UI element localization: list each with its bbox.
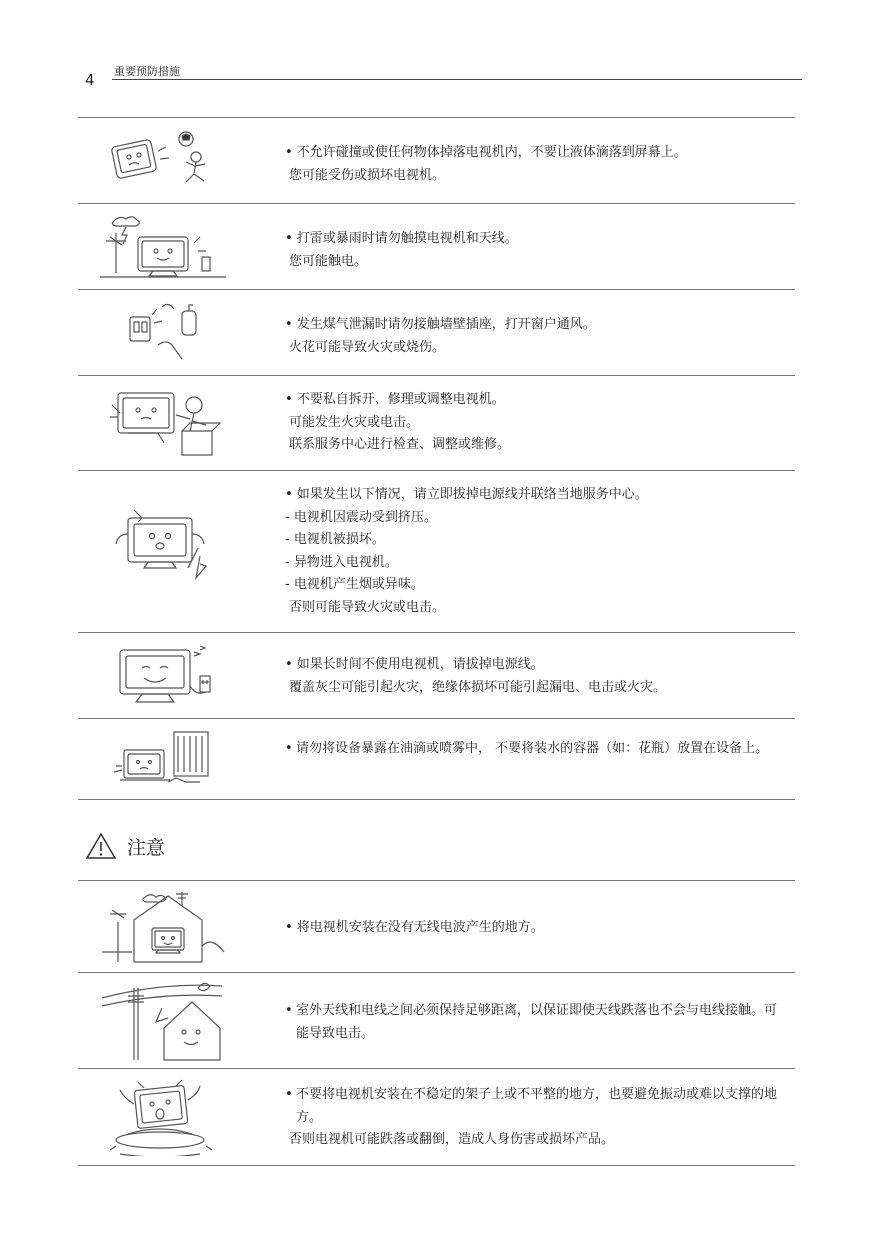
caution-text-line: • 室外天线和电线之间必须保持足够距离，以保证即使天线跌落也不会与电线接触。可能导致电击。 — [285, 1000, 785, 1045]
warning-triangle-icon — [85, 832, 117, 860]
tv-disassembly-icon — [98, 385, 238, 461]
tv-damaged-unplug-icon — [98, 504, 238, 584]
caution-item — [78, 880, 795, 972]
warning-text-line: 可能发生火灾或电击。 — [289, 414, 420, 430]
warning-text-line: - 电视机产生烟或异味。 — [285, 577, 424, 592]
warning-text-line: • 打雷或暴雨时请勿触摸电视机和天线。 — [285, 231, 518, 246]
section-title: 重要预防措施 — [114, 65, 180, 78]
warning-text-line: 联系服务中心进行检查、调整或维修。 — [289, 437, 511, 452]
warning-text-line: • 不允许碰撞或使任何物体掉落电视机内，不要让液体滴落到屏幕上。 — [285, 145, 687, 160]
tv-oil-spray-icon — [98, 726, 238, 792]
divider — [78, 1165, 795, 1166]
caution-heading — [85, 832, 165, 860]
warning-text-line: 否则可能导致火灾或电击。 — [289, 599, 446, 615]
warning-item — [78, 632, 795, 718]
tv-house-antenna-icon — [98, 886, 238, 966]
caution-text-line: • 不要将电视机安装在不稳定的架子上或不平整的地方，也要避免振动或难以支撑的地方。 — [285, 1084, 796, 1129]
warning-text-line: 您可能受伤或损坏电视机。 — [289, 167, 446, 183]
warning-text-line: • 如果发生以下情况，请立即拔掉电源线并联络当地服务中心。 — [285, 487, 648, 502]
warning-item — [78, 289, 795, 375]
page-number: 4 — [85, 71, 95, 89]
gas-leak-outlet-icon — [98, 297, 238, 367]
tv-ball-impact-icon — [98, 129, 238, 191]
warning-item — [78, 203, 795, 289]
warning-text-line: • 发生煤气泄漏时请勿接触墙壁插座，打开窗户通风。 — [285, 317, 596, 332]
caution-item — [78, 972, 795, 1068]
caution-text-line: • 将电视机安装在没有无线电波产生的地方。 — [285, 920, 544, 935]
warning-item — [78, 117, 795, 203]
warning-item — [78, 718, 795, 799]
tv-lightning-antenna-icon — [98, 211, 238, 281]
warning-text-line: - 电视机因震动受到挤压。 — [285, 509, 437, 525]
warning-text-line: 您可能触电。 — [289, 253, 368, 269]
caution-item — [78, 1068, 795, 1165]
header-divider — [112, 79, 802, 80]
tv-sleeping-unplug-icon — [98, 642, 238, 708]
warning-text-line: • 请勿将设备暴露在油滴或喷雾中， 不要将装水的容器（如：花瓶）放置在设备上。 — [285, 738, 795, 761]
tv-unstable-stand-icon — [98, 1076, 238, 1156]
warning-text-line: • 如果长时间不使用电视机，请拔掉电源线。 — [285, 657, 544, 672]
divider — [78, 799, 795, 800]
antenna-power-line-icon — [98, 978, 238, 1062]
caution-text-line: 否则电视机可能跌落或翻倒，造成人身伤害或损坏产品。 — [289, 1132, 615, 1147]
caution-label: 注意 — [127, 836, 166, 859]
warning-text-line: - 电视机被损坏。 — [285, 532, 385, 547]
warning-item — [78, 470, 795, 632]
warning-text-line: 火花可能导致火灾或烧伤。 — [289, 339, 446, 355]
warning-text-line: - 异物进入电视机。 — [285, 554, 398, 570]
warning-text-line: • 不要私自拆开、修理或调整电视机。 — [285, 392, 505, 407]
warning-text-line: 覆盖灰尘可能引起火灾，绝缘体损坏可能引起漏电、电击或火灾。 — [289, 679, 667, 695]
warning-item — [78, 375, 795, 470]
